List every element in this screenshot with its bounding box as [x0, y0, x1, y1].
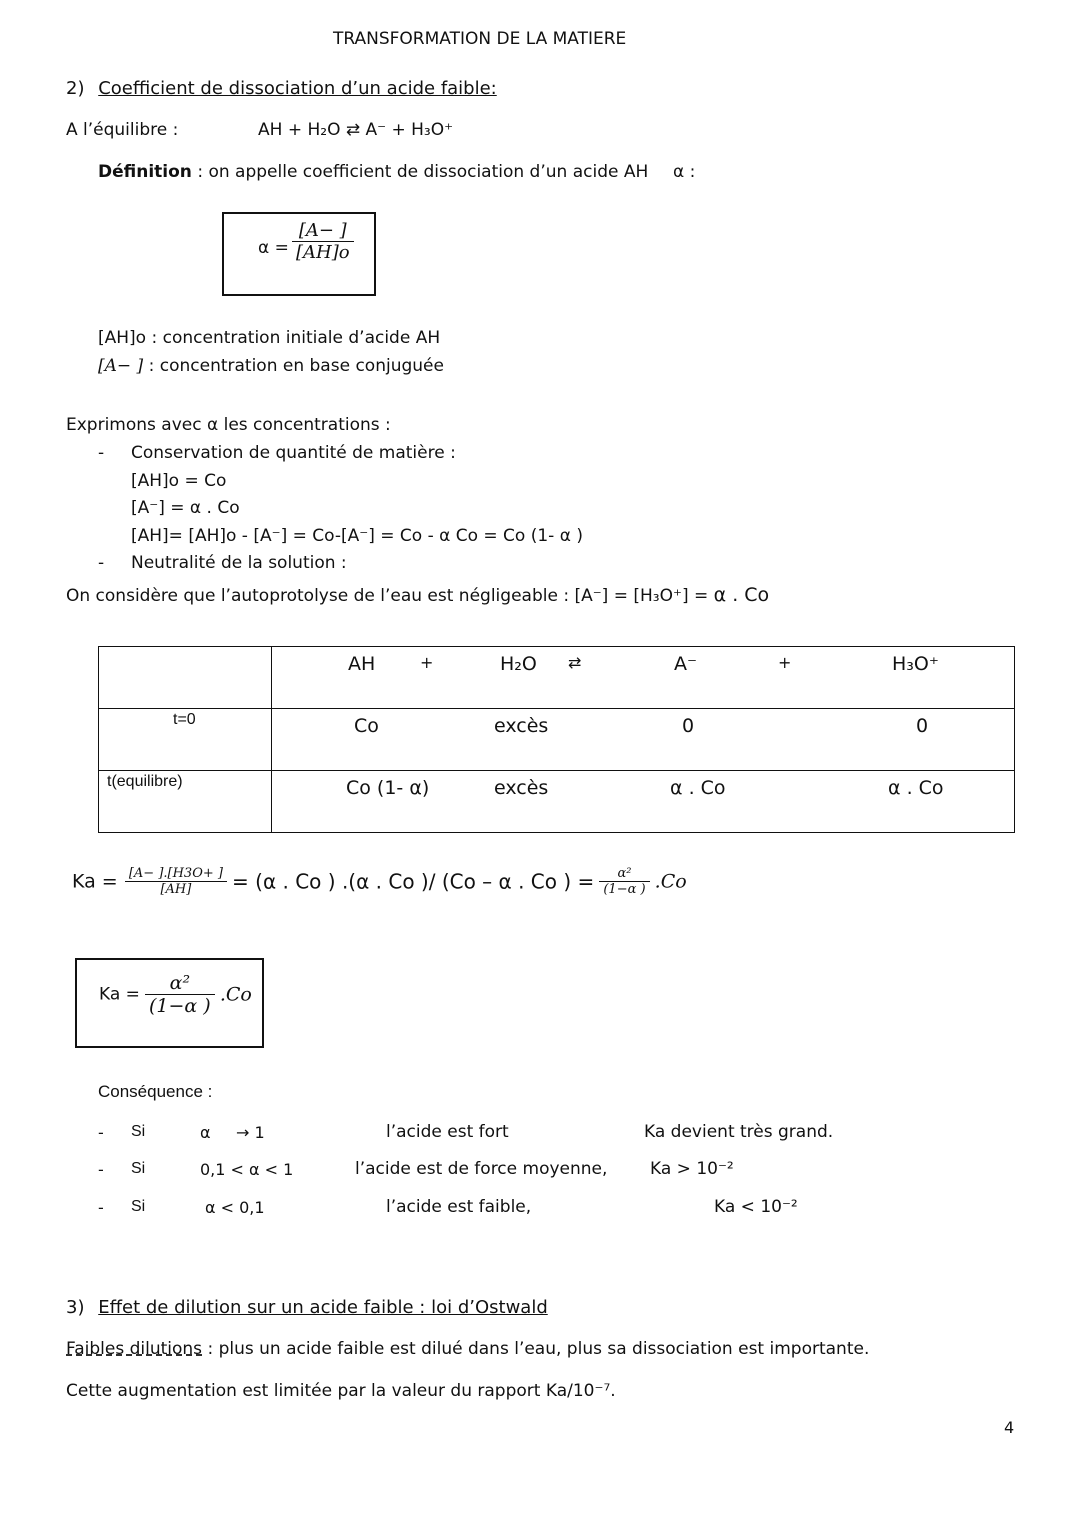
concentration-line-2: [A⁻] = α . Co: [131, 498, 240, 518]
section-2-number: 2): [66, 78, 85, 99]
alpha-formula-box: [222, 212, 376, 296]
autoprotolyse-value: α . Co: [713, 584, 770, 606]
consequence-condition: 0,1 < α < 1: [200, 1160, 294, 1179]
ka-formula-box: [75, 958, 264, 1048]
definition-line: [98, 162, 648, 182]
table-corner-cell: [99, 647, 272, 709]
autoprotolyse-line: [66, 584, 769, 606]
consequence-text: l’acide est fort: [386, 1122, 509, 1142]
consequence-title: Conséquence :: [98, 1082, 213, 1101]
legend-line-1: [AH]o : concentration initiale d’acide AH: [98, 328, 441, 348]
ka-derivation-fraction-2: [599, 866, 649, 897]
equilibrium-equation: AH + H₂O ⇄ A⁻ + H₃O⁺: [258, 120, 454, 140]
alpha-formula-fraction: [292, 220, 354, 263]
section-3-title: Effet de dilution sur un acide faible : loi d’Ostwald: [98, 1297, 548, 1318]
consequence-ka: Ka < 10⁻²: [714, 1197, 798, 1217]
page-number: 4: [1004, 1418, 1015, 1437]
definition-text: : on appelle coefficient de dissociation d’un acide AH: [197, 162, 649, 182]
legend-line-2: [98, 356, 444, 376]
legend-2-text: : concentration en base conjuguée: [148, 356, 444, 376]
header-equilibrium-arrow: ⇄: [568, 653, 582, 672]
reaction-table: [98, 646, 1015, 833]
consequence-dash: -: [98, 1198, 104, 1217]
t0-h3o: 0: [916, 715, 929, 737]
consequence-text: l’acide est de force moyenne,: [355, 1159, 608, 1179]
consequence-si: Si: [131, 1198, 146, 1215]
page-header-title: TRANSFORMATION DE LA MATIERE: [333, 29, 627, 49]
ka-derivation-fraction-1: [125, 866, 227, 897]
ka-derivation-num: [A− ].[H3O+ ]: [125, 866, 227, 882]
table-header-cell: [272, 647, 1015, 709]
ka-derivation-tail: .Co: [654, 870, 687, 893]
header-plus-1: +: [420, 653, 434, 672]
header-h3o: H₃O⁺: [892, 653, 939, 675]
ka-box-content: [99, 972, 252, 1036]
t0-a-minus: 0: [682, 715, 695, 737]
header-plus-2: +: [778, 653, 792, 672]
eq-ah: Co (1- α): [346, 777, 430, 799]
header-h2o: H₂O: [500, 653, 537, 675]
ka-derivation-den: [AH]: [160, 882, 192, 897]
row-label-cell: [99, 709, 272, 771]
ka-derivation-middle: = (α . Co ) .(α . Co )/ (Co – α . Co ) =: [232, 869, 595, 894]
row-label-cell: [99, 771, 272, 833]
consequence-si: Si: [131, 1123, 146, 1140]
equilibrium-label: A l’équilibre :: [66, 120, 179, 140]
section-3-heading: [66, 1297, 548, 1318]
ka-box-tail: .Co: [219, 983, 252, 1006]
consequence-ka: Ka > 10⁻²: [650, 1159, 734, 1179]
t0-ah: Co: [354, 715, 379, 737]
definition-label: Définition: [98, 162, 192, 182]
header-a-minus: A⁻: [674, 653, 698, 675]
faibles-dilutions-line: [66, 1339, 869, 1359]
alpha-colon: α :: [673, 162, 696, 182]
consequence-dash: -: [98, 1160, 104, 1179]
alpha-formula-lhs: α =: [258, 238, 289, 258]
dash-2: -: [98, 553, 105, 573]
consequence-si: Si: [131, 1160, 146, 1177]
header-ah: AH: [348, 653, 376, 675]
section-2-heading: [66, 78, 497, 99]
t0-h2o: excès: [494, 715, 549, 737]
dash-1: -: [98, 443, 105, 463]
legend-2-symbol: [A− ]: [98, 356, 144, 376]
row-values-cell: [272, 709, 1015, 771]
alpha-formula-denominator: [AH]o: [296, 242, 350, 263]
express-intro: Exprimons avec α les concentrations :: [66, 415, 391, 435]
table-row: [99, 709, 1015, 771]
ka-box-den: (1−α ): [149, 995, 211, 1017]
concentration-line-3: [AH]= [AH]o - [A⁻] = Co-[A⁻] = Co - α Co = Co (1- α ): [131, 526, 583, 546]
consequence-condition: α → 1: [200, 1123, 265, 1142]
limite-line: Cette augmentation est limitée par la valeur du rapport Ka/10⁻⁷.: [66, 1381, 616, 1401]
neutralite-label: Neutralité de la solution :: [131, 553, 347, 573]
table-header-row: [99, 647, 1015, 709]
row-values-cell: [272, 771, 1015, 833]
row-label-t0: t=0: [173, 711, 196, 728]
eq-a-minus: α . Co: [670, 777, 726, 799]
concentration-line-1: [AH]o = Co: [131, 471, 227, 491]
table-row: [99, 771, 1015, 833]
ka-derivation-lhs: Ka =: [72, 870, 118, 893]
conservation-label: Conservation de quantité de matière :: [131, 443, 456, 463]
ka-box-num: α²: [145, 972, 215, 995]
section-3-number: 3): [66, 1297, 85, 1318]
faibles-dilutions-label: Faibles dilutions: [66, 1339, 203, 1359]
eq-h2o: excès: [494, 777, 549, 799]
section-2-title: Coefficient de dissociation d’un acide faible:: [98, 78, 497, 99]
autoprotolyse-text: On considère que l’autoprotolyse de l’eau est négligeable : [A⁻] = [H₃O⁺] =: [66, 586, 709, 606]
ka-box-lhs: Ka =: [99, 984, 140, 1005]
eq-h3o: α . Co: [888, 777, 944, 799]
alpha-formula-numerator: [A− ]: [292, 220, 354, 242]
consequence-ka: Ka devient très grand.: [644, 1122, 834, 1142]
ka-derivation-frac-num: α²: [599, 866, 649, 882]
consequence-dash: -: [98, 1123, 104, 1142]
ka-derivation: [72, 866, 687, 916]
consequence-condition: α < 0,1: [205, 1198, 265, 1217]
faibles-dilutions-text: : plus un acide faible est dilué dans l’eau, plus sa dissociation est importante.: [207, 1339, 870, 1359]
ka-derivation-frac-den: (1−α ): [603, 882, 646, 897]
row-label-equilibrium: t(equilibre): [107, 773, 183, 790]
ka-box-fraction: [145, 972, 215, 1017]
consequence-text: l’acide est faible,: [386, 1197, 532, 1217]
